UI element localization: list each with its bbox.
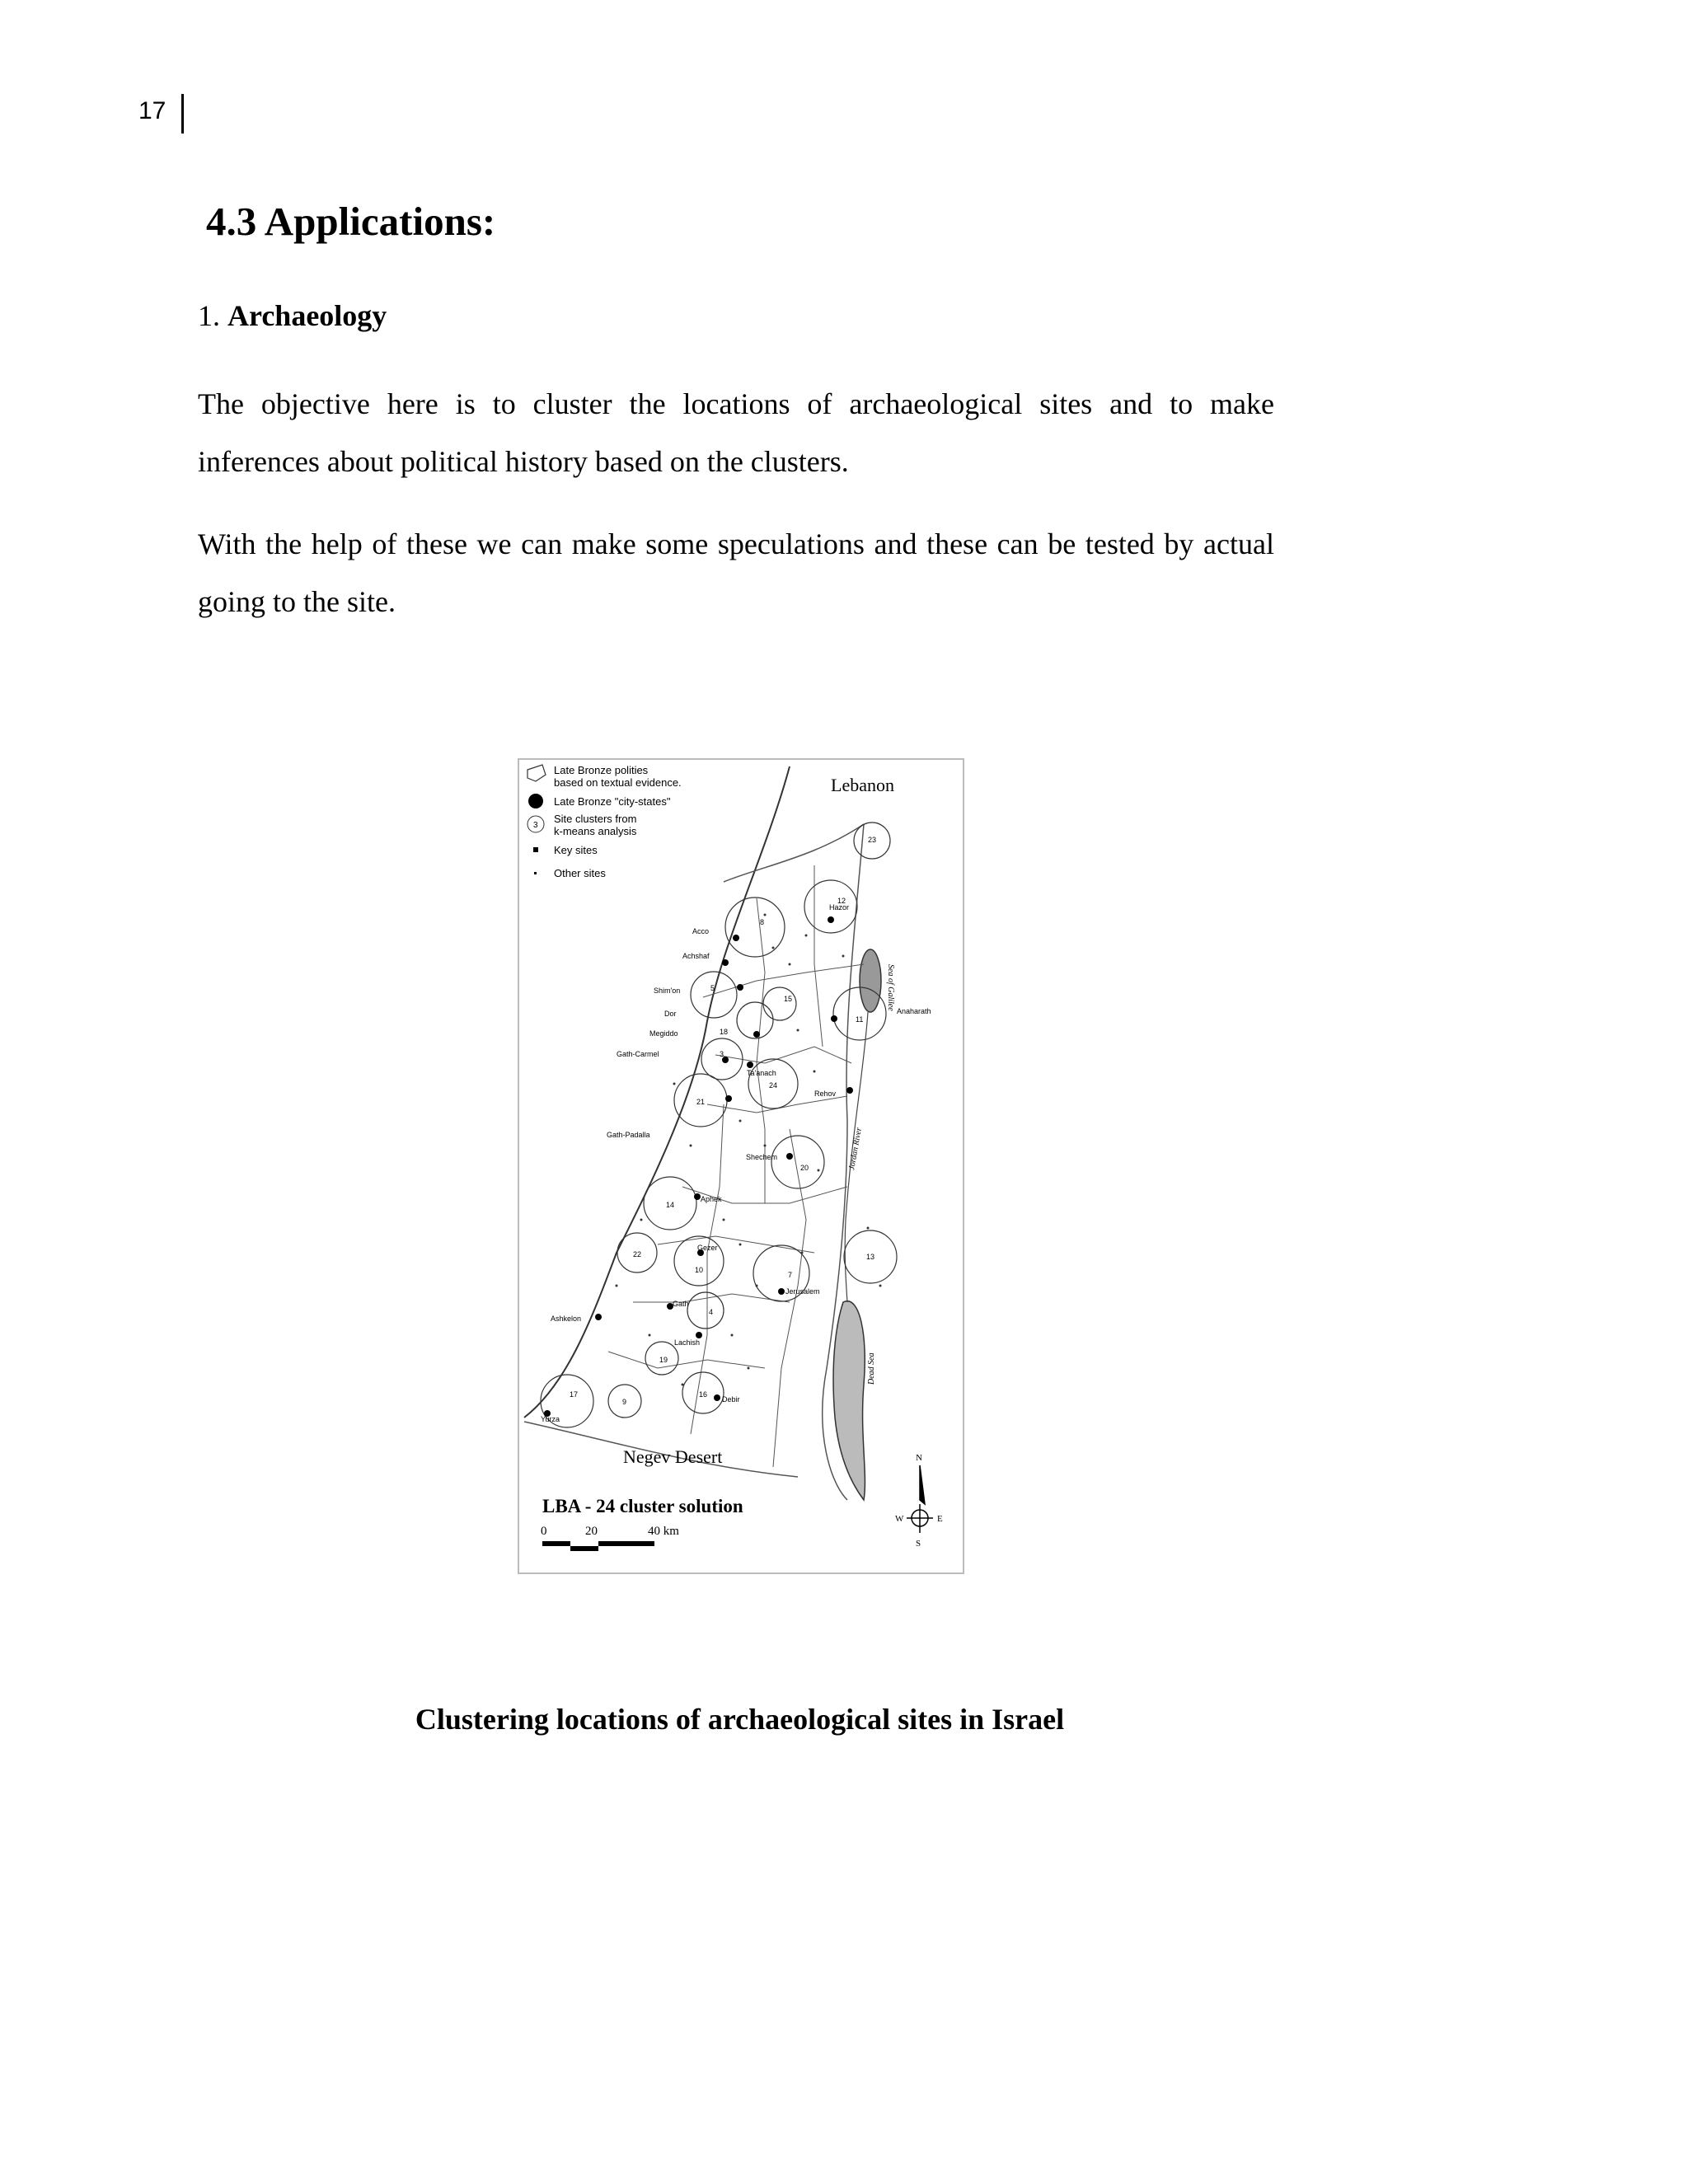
legend-city-state: Late Bronze "city-states" bbox=[554, 795, 671, 808]
svg-text:3: 3 bbox=[533, 821, 538, 830]
site-label: Shim'on bbox=[654, 987, 681, 995]
cluster-number: 22 bbox=[633, 1250, 642, 1258]
subsection-heading bbox=[198, 298, 387, 333]
site-label: Rehov bbox=[814, 1090, 837, 1098]
cluster-number: 8 bbox=[760, 918, 765, 926]
scale-label-mid: 20 bbox=[585, 1525, 598, 1538]
label-jordan-river: Jordan River bbox=[847, 1127, 865, 1171]
compass-north: N bbox=[916, 1453, 922, 1463]
section-title: 4.3 Applications: bbox=[206, 199, 496, 244]
cluster-number: 21 bbox=[696, 1098, 706, 1106]
site-label: Gath-Carmel bbox=[617, 1050, 659, 1058]
site-label: Shechem bbox=[746, 1153, 778, 1161]
legend-city-state-symbol bbox=[528, 794, 543, 808]
cluster-number: 3 bbox=[720, 1050, 724, 1058]
scale-label-zero: 0 bbox=[541, 1525, 547, 1538]
site-label: Dor bbox=[664, 1010, 677, 1018]
site-label: Gath-Padalla bbox=[607, 1131, 650, 1139]
site-label: Ashkelon bbox=[551, 1315, 582, 1323]
cluster-number: 17 bbox=[570, 1390, 579, 1399]
site-label: Ta'anach bbox=[747, 1069, 776, 1077]
legend-key-site-symbol bbox=[533, 847, 538, 852]
cluster-number: 24 bbox=[769, 1081, 778, 1090]
figure-caption: Clustering locations of archaeological sites in Israel bbox=[415, 1703, 1065, 1736]
legend-key-sites: Key sites bbox=[554, 844, 598, 856]
subsection-number: 1. bbox=[198, 299, 220, 332]
cluster-number: 20 bbox=[800, 1164, 809, 1172]
scale-label-end: 40 km bbox=[648, 1525, 679, 1538]
compass-west: W bbox=[895, 1514, 904, 1524]
site-label: Debir bbox=[722, 1395, 740, 1404]
region-label-negev: Negev Desert bbox=[623, 1446, 723, 1467]
map-title: LBA - 24 cluster solution bbox=[542, 1496, 743, 1516]
page-number-divider bbox=[181, 94, 184, 134]
region-label-lebanon: Lebanon bbox=[831, 775, 894, 795]
site-label: Gath bbox=[673, 1300, 689, 1308]
cluster-number: 11 bbox=[856, 1015, 864, 1024]
site-label: Megiddo bbox=[649, 1029, 678, 1038]
site-label: Yurza bbox=[541, 1415, 560, 1423]
subsection-title: Archaeology bbox=[227, 299, 387, 332]
legend-other-site-symbol bbox=[534, 872, 537, 874]
site-label: Jerusalem bbox=[785, 1287, 820, 1296]
site-label: Acco bbox=[692, 927, 710, 935]
label-dead-sea: Dead Sea bbox=[867, 1352, 876, 1385]
cluster-number: 5 bbox=[710, 984, 715, 992]
compass-east: E bbox=[937, 1514, 943, 1524]
site-label: Aphek bbox=[701, 1195, 722, 1203]
paragraph-objective: The objective here is to cluster the locations of archaeological sites and to make inferences about political history based on the clusters. bbox=[198, 387, 1274, 478]
legend-cluster-line1: Site clusters from bbox=[554, 813, 637, 825]
paragraph-speculations: With the help of these we can make some speculations and these can be tested by actual going to the site. bbox=[198, 527, 1274, 618]
site-label: Lachish bbox=[674, 1338, 701, 1347]
legend-polity-line2: based on textual evidence. bbox=[554, 776, 682, 789]
legend-polity-line1: Late Bronze polities bbox=[554, 764, 649, 776]
site-label: Achshaf bbox=[682, 952, 710, 960]
cluster-number: 12 bbox=[837, 897, 846, 905]
cluster-number: 7 bbox=[788, 1271, 793, 1279]
site-label: Gezer bbox=[697, 1244, 718, 1252]
sea-of-galilee bbox=[860, 949, 881, 1012]
legend-cluster-line2: k-means analysis bbox=[554, 825, 637, 837]
page-number: 17 bbox=[138, 97, 166, 124]
figure-frame bbox=[518, 759, 964, 1573]
cluster-number: 19 bbox=[659, 1356, 668, 1364]
compass-south: S bbox=[916, 1539, 921, 1549]
label-sea-of-galilee: Sea of Galilee bbox=[886, 964, 895, 1011]
cluster-number: 16 bbox=[699, 1390, 708, 1399]
legend-other-sites: Other sites bbox=[554, 867, 606, 879]
cluster-number: 13 bbox=[866, 1253, 875, 1261]
site-label: Hazor bbox=[829, 903, 850, 912]
cluster-number: 10 bbox=[695, 1266, 704, 1274]
cluster-number: 15 bbox=[784, 995, 793, 1003]
site-label: Anaharath bbox=[897, 1007, 931, 1015]
cluster-number: 18 bbox=[720, 1028, 729, 1036]
cluster-number: 9 bbox=[622, 1398, 627, 1406]
cluster-number: 23 bbox=[868, 836, 877, 844]
cluster-number: 4 bbox=[709, 1308, 714, 1316]
cluster-number: 14 bbox=[666, 1201, 675, 1209]
archaeology-map-figure bbox=[518, 758, 964, 1574]
